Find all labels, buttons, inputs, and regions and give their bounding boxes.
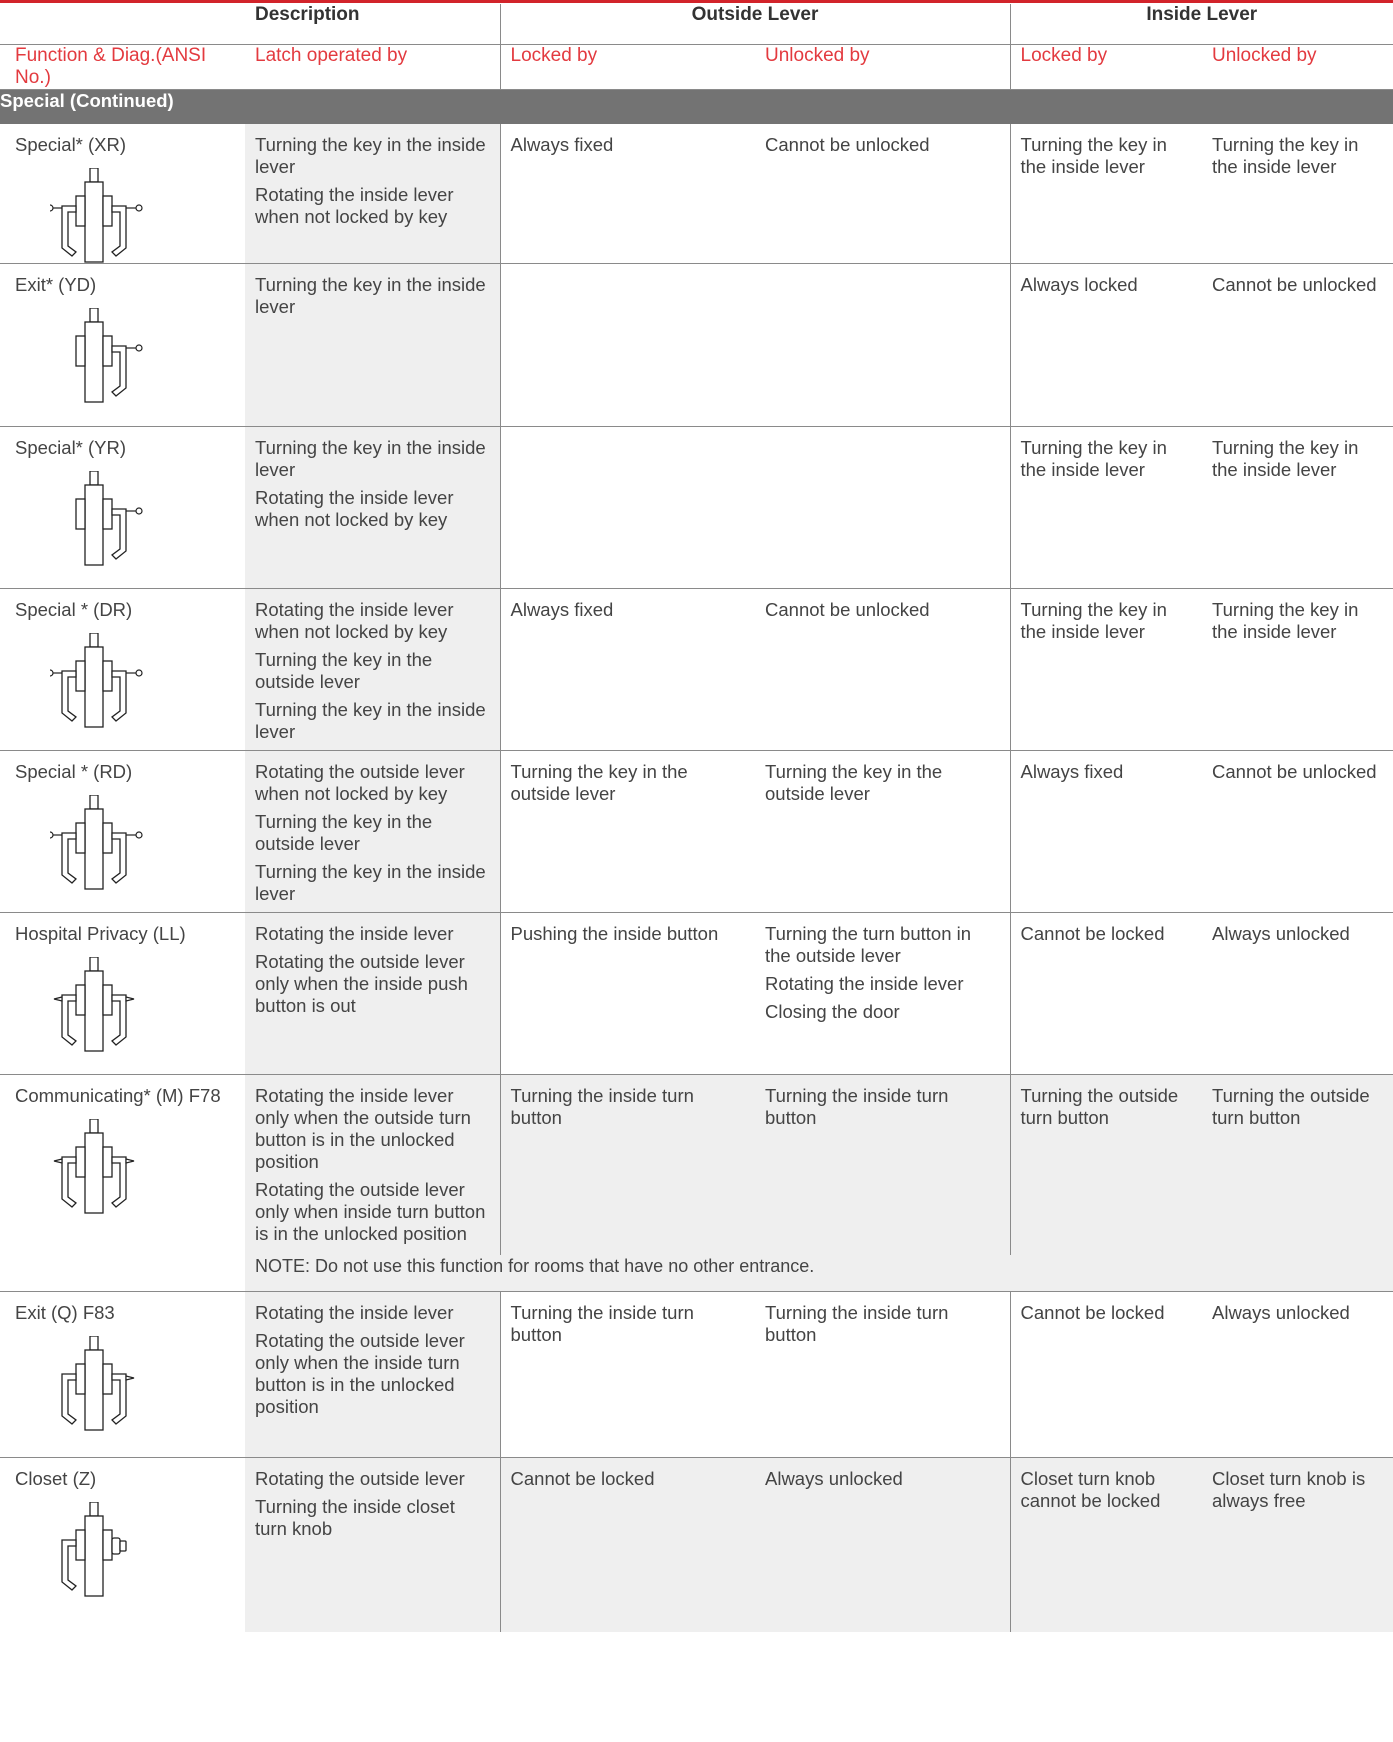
inside-locked-value: Turning the key in the inside lever: [1020, 599, 1167, 642]
latch-text: Turning the key in the inside lever: [255, 437, 486, 480]
function-name: Special* (YR): [15, 437, 127, 458]
latch-text: Rotating the inside lever: [255, 923, 454, 944]
header-group-row: [0, 4, 1393, 45]
inside-unlocked-value: Cannot be unlocked: [1212, 274, 1377, 295]
latch-text: Rotating the inside lever when not locked by key: [255, 184, 454, 227]
outside-unlocked-value: [755, 427, 1010, 437]
lock-diagram-icon: [50, 1119, 150, 1214]
latch-text: Turning the key in the outside lever: [255, 649, 433, 692]
table-row: [0, 427, 1393, 589]
lock-diagram-icon: [50, 795, 150, 890]
outside-unlocked-value: Turning the turn button in the outside lever: [765, 923, 972, 966]
latch-text: Turning the key in the inside lever: [255, 699, 486, 742]
latch-text: Turning the inside closet turn knob: [255, 1495, 455, 1539]
col-latch: Latch operated by: [245, 45, 500, 90]
outside-unlocked-value: [755, 264, 1010, 274]
inside-locked-value: Always fixed: [1020, 761, 1124, 782]
table-row: [0, 913, 1393, 1075]
header-column-row: [0, 45, 1393, 90]
latch-text: Turning the key in the inside lever: [255, 274, 486, 317]
function-name: Hospital Privacy (LL): [15, 923, 186, 944]
inside-locked-value: Cannot be locked: [1020, 1301, 1165, 1323]
lock-diagram-icon: [50, 957, 150, 1052]
table-row: [0, 1457, 1393, 1632]
outside-locked-value: Turning the inside turn button: [510, 1085, 694, 1128]
function-name: Exit (Q) F83: [15, 1301, 115, 1323]
lock-diagram-icon: [50, 308, 150, 403]
note-row: [0, 1255, 1393, 1292]
col-outside-unlocked: Unlocked by: [755, 45, 1010, 90]
outside-unlocked-value: Turning the inside turn button: [765, 1301, 949, 1345]
inside-locked-value: Turning the outside turn button: [1020, 1085, 1179, 1128]
outside-unlocked-value: Turning the inside turn button: [765, 1085, 949, 1128]
function-name: Special * (DR): [15, 599, 133, 620]
latch-text: Rotating the inside lever only when the outside turn button is in the unlocked position: [255, 1085, 471, 1172]
inside-locked-value: Closet turn knob cannot be locked: [1020, 1467, 1161, 1511]
table-row: [0, 124, 1393, 264]
header-inside-lever: Inside Lever: [1010, 4, 1393, 45]
outside-unlocked-value: Rotating the inside lever: [765, 973, 964, 994]
section-row: [0, 90, 1393, 125]
latch-text: Turning the key in the outside lever: [255, 811, 433, 854]
latch-text: Rotating the outside lever only when the inside push button is out: [255, 951, 468, 1016]
outside-unlocked-value: Closing the door: [765, 1001, 900, 1022]
header-outside-lever: Outside Lever: [500, 4, 1010, 45]
table-row: [0, 1075, 1393, 1255]
outside-locked-value: Turning the inside turn button: [510, 1301, 694, 1345]
col-function: Function & Diag.(ANSI No.): [0, 45, 245, 90]
latch-text: Turning the key in the inside lever: [255, 861, 486, 904]
function-name: Closet (Z): [15, 1467, 97, 1489]
latch-text: Rotating the outside lever only when inside turn button is in the unlocked position: [255, 1179, 486, 1244]
outside-unlocked-value: Always unlocked: [765, 1467, 903, 1489]
inside-unlocked-value: Always unlocked: [1212, 1301, 1350, 1323]
latch-text: Rotating the inside lever: [255, 1301, 454, 1323]
inside-unlocked-value: Cannot be unlocked: [1212, 761, 1377, 782]
lock-diagram-icon: [50, 1502, 150, 1597]
latch-text: Rotating the outside lever: [255, 1467, 465, 1489]
inside-unlocked-value: Always unlocked: [1212, 923, 1350, 944]
outside-locked-value: [501, 264, 756, 274]
outside-locked-value: Turning the key in the outside lever: [510, 761, 688, 804]
latch-text: Turning the key in the inside lever: [255, 134, 486, 177]
table-row: [0, 1291, 1393, 1457]
inside-unlocked-value: Turning the key in the inside lever: [1212, 134, 1359, 177]
outside-unlocked-value: Cannot be unlocked: [765, 134, 930, 155]
function-name: Special* (XR): [15, 134, 127, 155]
function-name: Communicating* (M) F78: [15, 1085, 221, 1106]
outside-locked-value: Cannot be locked: [510, 1467, 655, 1489]
lock-diagram-icon: [50, 168, 150, 263]
latch-text: Rotating the outside lever only when the inside turn button is in the unlocked position: [255, 1329, 465, 1417]
outside-unlocked-value: Turning the key in the outside lever: [765, 761, 943, 804]
inside-unlocked-value: Turning the key in the inside lever: [1212, 599, 1359, 642]
lock-diagram-icon: [50, 471, 150, 566]
table-row: [0, 589, 1393, 751]
table-row: [0, 264, 1393, 427]
outside-locked-value: Always fixed: [510, 134, 614, 155]
col-inside-unlocked: Unlocked by: [1202, 45, 1393, 90]
function-note: NOTE: Do not use this function for rooms that have no other entrance.: [245, 1255, 1393, 1292]
header-description: Description: [0, 4, 500, 45]
lock-diagram-icon: [50, 633, 150, 728]
col-inside-locked: Locked by: [1010, 45, 1202, 90]
lever-function-table: [0, 4, 1393, 1632]
inside-locked-value: Turning the key in the inside lever: [1020, 437, 1167, 480]
inside-locked-value: Cannot be locked: [1020, 923, 1165, 944]
section-title: Special (Continued): [0, 90, 1393, 125]
outside-locked-value: Always fixed: [510, 599, 614, 620]
inside-unlocked-value: Closet turn knob is always free: [1212, 1467, 1366, 1511]
col-outside-locked: Locked by: [500, 45, 755, 90]
top-accent-line: [0, 0, 1393, 3]
inside-locked-value: Turning the key in the inside lever: [1020, 134, 1167, 177]
lock-diagram-icon: [50, 1336, 150, 1431]
table-row: [0, 751, 1393, 913]
function-name: Special * (RD): [15, 761, 133, 782]
outside-locked-value: [501, 427, 756, 437]
latch-text: Rotating the inside lever when not locked by key: [255, 599, 454, 642]
outside-locked-value: Pushing the inside button: [510, 923, 719, 944]
outside-unlocked-value: Cannot be unlocked: [765, 599, 930, 620]
inside-unlocked-value: Turning the key in the inside lever: [1212, 437, 1359, 480]
inside-unlocked-value: Turning the outside turn button: [1212, 1085, 1370, 1128]
inside-locked-value: Always locked: [1020, 274, 1138, 295]
function-name: Exit* (YD): [15, 274, 97, 295]
latch-text: Rotating the inside lever when not locked by key: [255, 487, 454, 530]
latch-text: Rotating the outside lever when not locked by key: [255, 761, 465, 804]
